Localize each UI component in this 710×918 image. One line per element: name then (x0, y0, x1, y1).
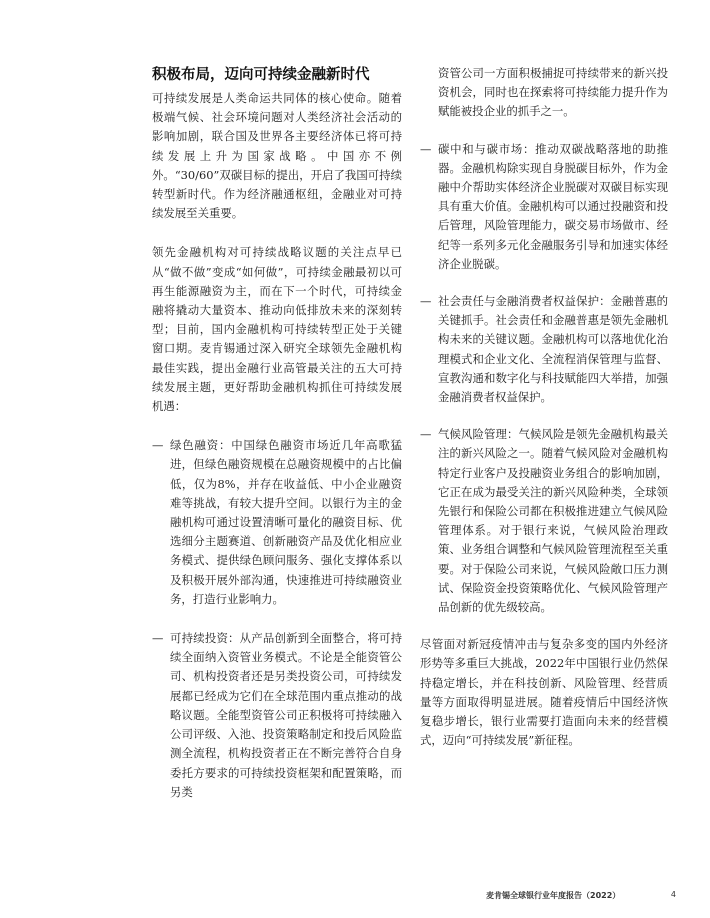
bullet-text: 社会责任与金融消费者权益保护：金融普惠的关键抓手。社会责任和金融普惠是领先金融机构未来的关键议题。金融机构可以落地优化治理模式和企业文化、全流程消保管理与监督、宣教沟通和数字化与科技赋能四大举措，加强金融消费者权益保护。 (438, 294, 668, 405)
right-column (420, 64, 668, 771)
bullet-social-responsibility (420, 292, 668, 407)
focus-paragraph: 领先金融机构对可持续战略议题的关注点早已从“做不做”变成“如何做”，可持续金融最初以可再生能源融资为主，而在下一个时代，可持续金融将撬动大量资本、推动向低排放未来的深刻转型；目前，国内金融机构可持续转型正处于关键窗口期。麦肯锡通过深入研究全球领先金融机构最佳实践，提出金融行业高管最关注的五大可持续发展主题，更好帮助金融机构抓住可持续发展机遇： (152, 245, 402, 414)
left-column (152, 64, 402, 822)
section-heading: 积极布局，迈向可持续金融新时代 (152, 67, 370, 83)
bullet-continuation (420, 64, 668, 122)
bullet-dash: — (420, 294, 432, 309)
bullet-dash: — (420, 427, 432, 442)
closing-paragraph: 尽管面对新冠疫情冲击与复杂多变的国内外经济形势等多重巨大挑战，2022年中国银行业仍然保持稳定增长，并在科技创新、风险管理、经营质量等方面取得明显进展。随着疫情后中国经济恢复稳步增长，银行业需要打造面向未来的经营模式，迈向“可持续发展”新征程。 (420, 637, 668, 748)
bullet-dash: — (152, 631, 164, 646)
page-footer (486, 890, 676, 901)
bullet-text: 绿色融资：中国绿色融资市场近几年高歌猛进，但绿色融资规模在总融资规模中的占比偏低，仅为8%，并存在收益低、中小企业融资难等挑战，有较大提升空间。以银行为主的金融机构可通过设置清晰可量化的融资目标、优选细分主题赛道、创新融资产品及优化相应业务模式、提供绿色顾问服务、强化支撑体系以及积极开展外部沟通，快速推进可持续融资业务，打造行业影响力。 (170, 438, 402, 606)
bullet-text: 碳中和与碳市场：推动双碳战略落地的助推器。金融机构除实现自身脱碳目标外，作为金融中介帮助实体经济企业脱碳对双碳目标实现具有重大价值。金融机构可以通过投融资和投后管理，风险管理能力，碳交易市场做市、经纪等一系列多元化金融服务引导和加速实体经济企业脱碳。 (438, 141, 668, 271)
bullet-sustainable-investment (152, 629, 402, 802)
bullet-text: 可持续投资：从产品创新到全面整合，将可持续全面纳入资管业务模式。不论是全能资管公司、机构投资者还是另类投资公司，可持续发展都已经成为它们在全球范围内重点推动的战略议题。全能型资管公司正积极将可持续融入公司评级、入池、投资策略制定和投后风险监测全流程，机构投资者正在不断完善符合自身委托方要求的可持续投资框架和配置策略，而另类 (170, 631, 402, 799)
bullet-green-financing (152, 436, 402, 609)
page-number: 4 (670, 890, 676, 899)
bullet-dash: — (420, 141, 432, 156)
bullet-indent (420, 64, 438, 122)
bullet-text: 气候风险管理：气候风险是领先金融机构最关注的新兴风险之一。随着气候风险对金融机构特定行业客户及投融资业务组合的影响加剧，它正在成为最受关注的新兴风险种类，全球领先银行和保险公司都在积极推进建立气候风险管理体系。对于银行来说，气候风险治理政策、业务组合调整和气候风险管理流程至关重要。对于保险公司来说，气候风险敞口压力测试、保险资金投资策略优化、气候风险管理产品创新的优先级较高。 (438, 427, 668, 615)
intro-paragraph: 可持续发展是人类命运共同体的核心使命。随着极端气候、社会环境问题对人类经济社会活动的影响加剧，联合国及世界各主要经济体已将可持续发展上升为国家战略。中国亦不例外。“30/60”双碳目标的提出，开启了我国可持续转型新时代。作为经济融通枢纽，金融业对可持续发展至关重要。 (152, 91, 402, 221)
footer-report-title: 麦肯锡全球银行业年度报告（2022） (486, 891, 621, 900)
bullet-dash: — (152, 438, 164, 453)
bullet-text: 资管公司一方面积极捕捉可持续带来的新兴投资机会，同时也在探索将可持续能力提升作为赋能被投企业的抓手之一。 (438, 66, 668, 119)
bullet-climate-risk (420, 425, 668, 617)
bullet-carbon-market (420, 140, 668, 274)
